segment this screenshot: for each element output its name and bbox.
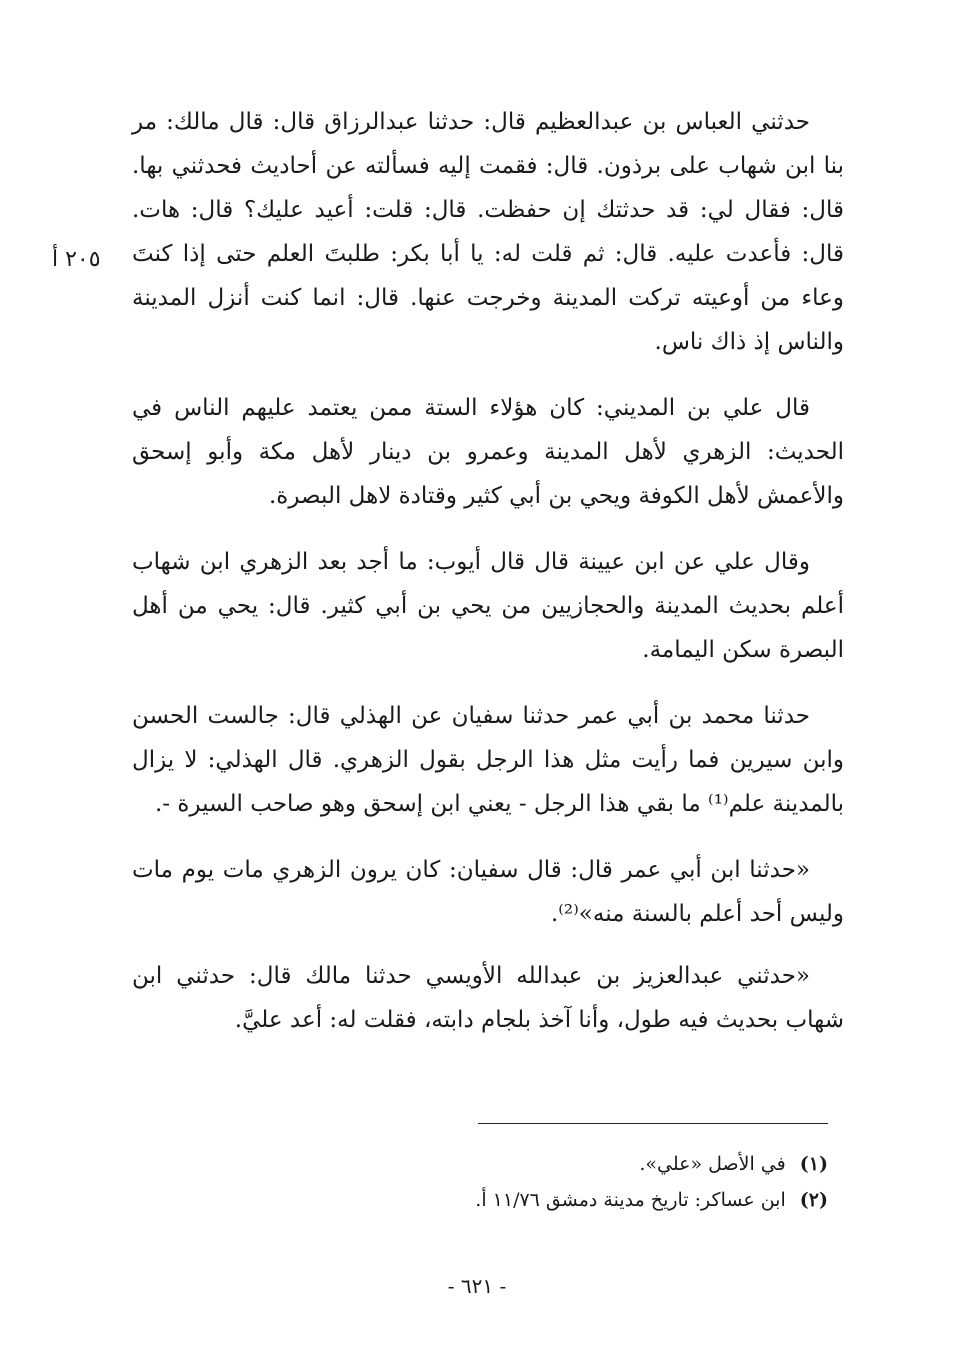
margin-folio-note: ٢٠٥ أ [52,247,101,272]
paragraph-4: حدثنا محمد بن أبي عمر حدثنا سفيان عن الهذلي قال: جالست الحسن وابن سيرين فما رأيت مثل هذا الرجل بقول الزهري. قال الهذلي: لا يزال بالمدينة علم⁽¹⁾ ما بقي هذا الرجل - يعني ابن إسحق وهو صاحب السيرة -. [132,703,844,817]
footnote-2-number: (٢) [799,1189,828,1211]
footnotes [300,1146,828,1218]
footnote-divider [478,1123,828,1124]
footnote-2 [300,1182,828,1218]
paragraph-6: «حدثني عبدالعزيز بن عبدالله الأويسي حدثنا مالك قال: حدثني ابن شهاب بحديث فيه طول، وأنا آخذ بلجام دابته، فقلت له: أعد عليَّ. [132,963,844,1033]
page-number: - ٦٢١ - [447,1274,507,1298]
paragraph-1: حدثني العباس بن عبدالعظيم قال: حدثنا عبدالرزاق قال: قال مالك: مر بنا ابن شهاب على برذون. قال: فقمت إليه فسألته عن أحاديث فحدثني بها. قال: فقال لي: قد حدثتك إن حفظت. قال: قلت: أعيد عليك؟ قال: هات. قال: فأعدت عليه. قال: ثم قلت له: يا أبا بكر: طلبتَ العلم حتى إذا كنتَ وعاء من أوعيته تركت المدينة وخرجت عنها. قال: انما كنت أنزل المدينة والناس إذ ذاك ناس. [132,109,844,355]
paragraph-2: قال علي بن المديني: كان هؤلاء الستة ممن يعتمد عليهم الناس في الحديث: الزهري لأهل المدينة وعمرو بن دينار لأهل مكة وأبو إسحق والأعمش لأهل الكوفة ويحي بن أبي كثير وقتادة لاهل البصرة. [132,395,844,509]
footnote-1 [300,1146,828,1182]
paragraph-5: «حدثنا ابن أبي عمر قال: قال سفيان: كان يرون الزهري مات يوم مات وليس أحد أعلم بالسنة منه»⁽²⁾. [132,857,844,927]
footnote-2-text: ابن عساكر: تاريخ مدينة دمشق ١١/٧٦ أ. [475,1189,786,1211]
main-text-column [132,100,844,1064]
paragraph-3: وقال علي عن ابن عيينة قال قال أيوب: ما أجد بعد الزهري ابن شهاب أعلم بحديث المدينة والحجازيين من يحي بن أبي كثير. قال: يحي من أهل البصرة سكن اليمامة. [132,549,844,663]
footnote-1-text: في الأصل «علي». [639,1153,786,1175]
footnote-1-number: (١) [799,1153,828,1175]
